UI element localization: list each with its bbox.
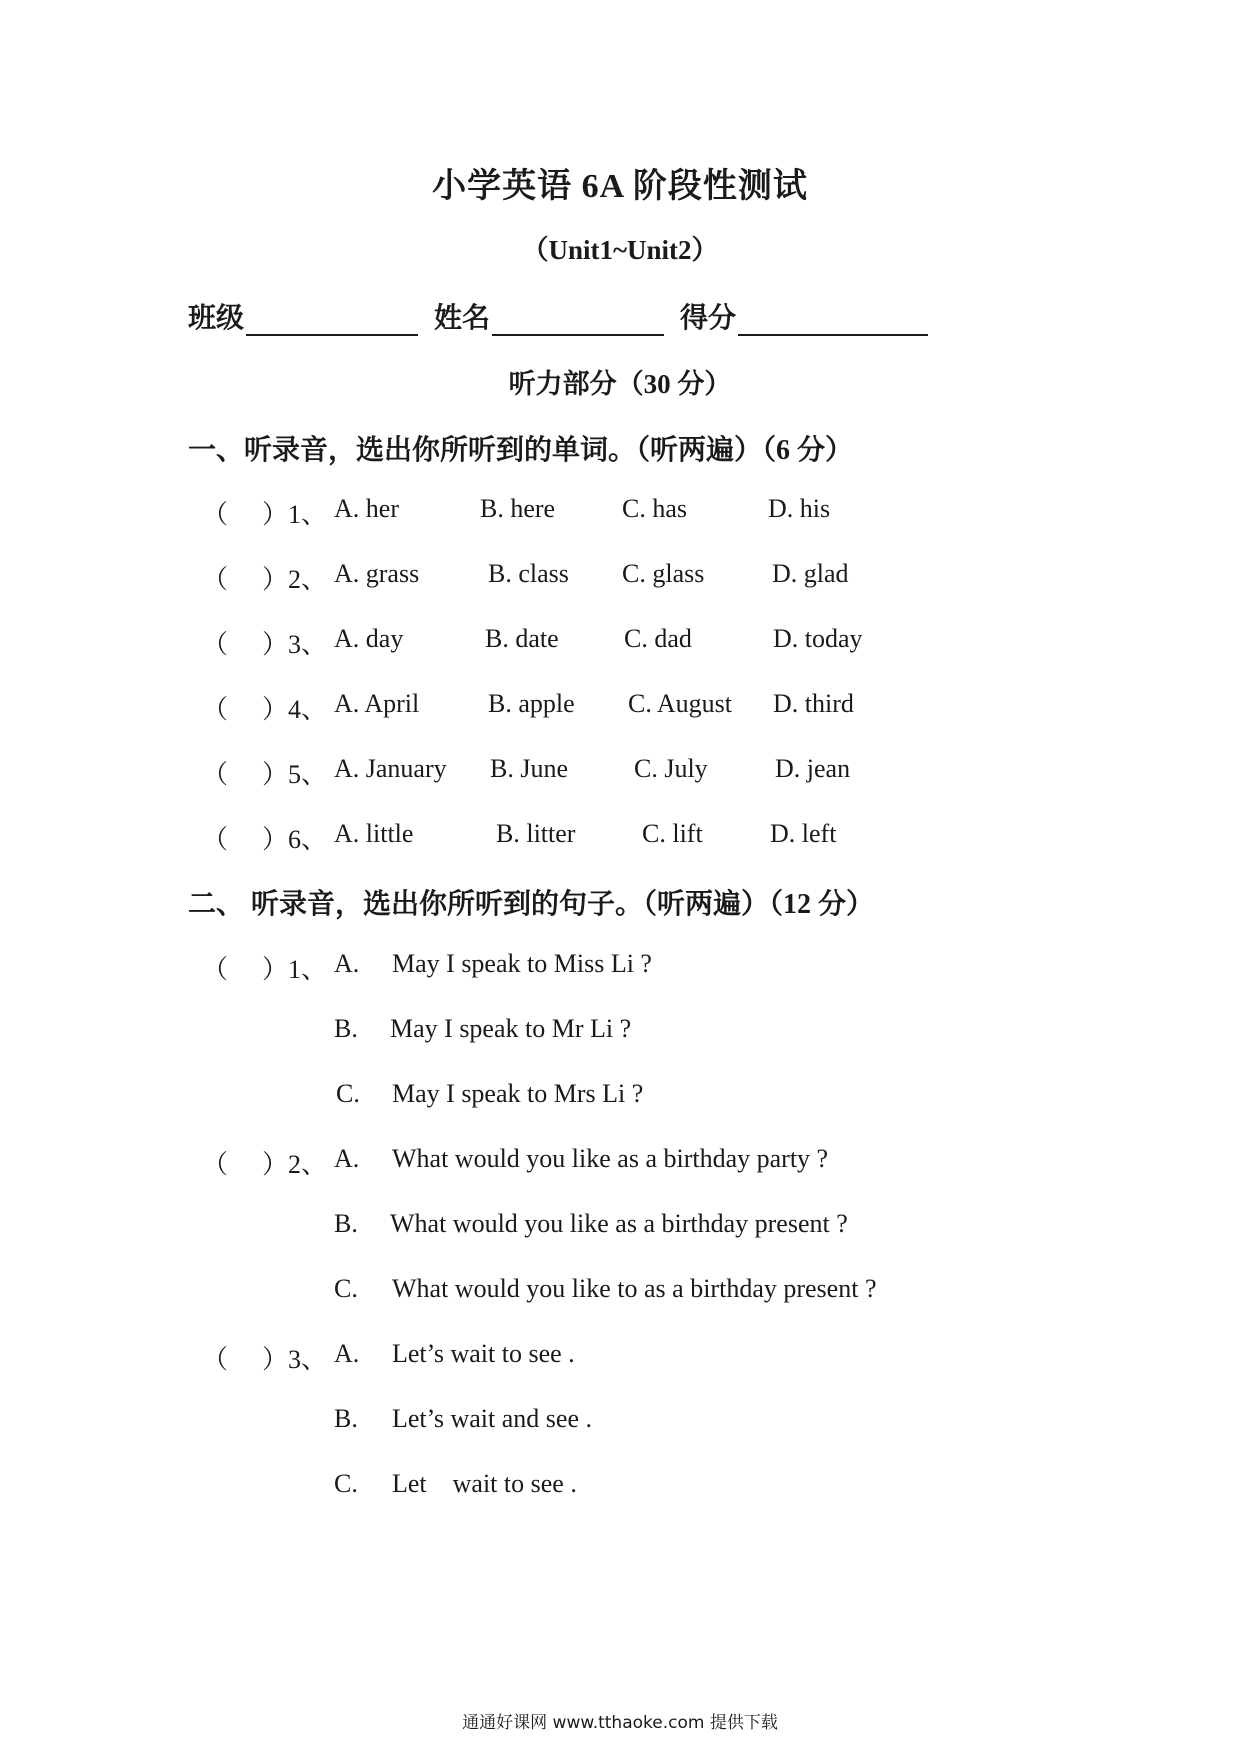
answer-paren-open: （ <box>202 1150 229 1179</box>
part1-title: 一、听录音，选出你所听到的单词。（听两遍）（6 分） <box>188 435 854 466</box>
answer-paren-open: （ <box>202 630 229 659</box>
page-footer: 通通好课网 www.tthaoke.com 提供下载 <box>462 1713 778 1733</box>
option-letter: C. <box>336 1079 360 1108</box>
option-letter: A. <box>334 949 360 978</box>
class-field[interactable] <box>246 306 418 336</box>
option-d: D. glad <box>772 559 849 588</box>
option-d: D. his <box>768 494 831 523</box>
question-number: 4、 <box>288 695 328 724</box>
option-text: What would you like as a birthday present ? <box>390 1209 848 1238</box>
option-a: A. little <box>334 819 414 848</box>
option-b: B. class <box>488 559 569 588</box>
question-number: 2、 <box>288 1150 328 1179</box>
part1-question <box>0 754 1240 789</box>
part2-question <box>0 1144 1240 1179</box>
question-number: 2、 <box>288 565 328 594</box>
answer-paren-close: ） <box>262 1345 289 1374</box>
answer-paren-close: ） <box>262 630 289 659</box>
student-info-row <box>188 296 944 336</box>
part1-question <box>0 624 1240 659</box>
page-subtitle: （Unit1~Unit2） <box>521 235 719 265</box>
option-a: A. grass <box>334 559 420 588</box>
option-b: B. litter <box>496 819 576 848</box>
option-b: B. date <box>485 624 559 653</box>
option-a: A. day <box>334 624 404 653</box>
option-c: C. August <box>628 689 733 718</box>
option-a: A. April <box>334 689 420 718</box>
page-title: 小学英语 6A 阶段性测试 <box>432 168 808 205</box>
option-text: Let wait to see . <box>392 1469 577 1498</box>
option-letter: B. <box>334 1014 358 1043</box>
answer-paren-close: ） <box>262 760 289 789</box>
part2-option-row <box>0 1209 1240 1241</box>
listening-section-title: 听力部分（30 分） <box>508 369 732 399</box>
answer-paren-close: ） <box>262 695 289 724</box>
part2-option-row <box>0 1274 1240 1306</box>
answer-paren-open: （ <box>202 955 229 984</box>
option-text: Let’s wait to see . <box>392 1339 575 1368</box>
answer-paren-close: ） <box>262 565 289 594</box>
option-c: C. dad <box>624 624 692 653</box>
answer-paren-open: （ <box>202 695 229 724</box>
option-d: D. today <box>773 624 863 653</box>
part2-question <box>0 949 1240 984</box>
option-text: What would you like as a birthday party ? <box>392 1144 829 1173</box>
option-text: May I speak to Miss Li ? <box>392 949 652 978</box>
score-field[interactable] <box>738 306 928 336</box>
question-number: 3、 <box>288 630 328 659</box>
option-d: D. jean <box>775 754 851 783</box>
question-number: 1、 <box>288 500 328 529</box>
part2-question <box>0 1339 1240 1374</box>
part2-option-row <box>0 1469 1240 1501</box>
part1-question <box>0 689 1240 724</box>
question-number: 1、 <box>288 955 328 984</box>
option-letter: A. <box>334 1339 360 1368</box>
answer-paren-open: （ <box>202 1345 229 1374</box>
answer-paren-close: ） <box>262 1150 289 1179</box>
part1-question <box>0 494 1240 529</box>
answer-paren-open: （ <box>202 500 229 529</box>
option-letter: A. <box>334 1144 360 1173</box>
option-c: C. lift <box>642 819 703 848</box>
answer-paren-open: （ <box>202 825 229 854</box>
part1-question <box>0 559 1240 594</box>
option-text: Let’s wait and see . <box>392 1404 592 1433</box>
question-number: 5、 <box>288 760 328 789</box>
answer-paren-close: ） <box>262 955 289 984</box>
question-number: 6、 <box>288 825 328 854</box>
option-c: C. has <box>622 494 687 523</box>
option-d: D. left <box>770 819 837 848</box>
option-letter: C. <box>334 1274 358 1303</box>
score-label: 得分 <box>680 303 737 334</box>
option-text: May I speak to Mr Li ? <box>390 1014 632 1043</box>
class-label: 班级 <box>188 303 245 334</box>
question-number: 3、 <box>288 1345 328 1374</box>
part2-title: 二、 听录音，选出你所听到的句子。（听两遍）（12 分） <box>188 889 875 920</box>
option-letter: B. <box>334 1404 358 1433</box>
option-c: C. glass <box>622 559 705 588</box>
option-a: A. her <box>334 494 399 523</box>
option-a: A. January <box>334 754 447 783</box>
part2-option-row <box>0 1404 1240 1436</box>
option-letter: C. <box>334 1469 358 1498</box>
answer-paren-open: （ <box>202 565 229 594</box>
answer-paren-close: ） <box>262 500 289 529</box>
part2-option-row <box>0 1014 1240 1046</box>
option-d: D. third <box>773 689 854 718</box>
name-field[interactable] <box>492 306 664 336</box>
option-b: B. June <box>490 754 568 783</box>
answer-paren-open: （ <box>202 760 229 789</box>
part1-question <box>0 819 1240 854</box>
name-label: 姓名 <box>434 303 491 334</box>
part2-option-row <box>0 1079 1240 1111</box>
option-c: C. July <box>634 754 708 783</box>
option-b: B. apple <box>488 689 575 718</box>
option-b: B. here <box>480 494 556 523</box>
option-text: What would you like to as a birthday present ? <box>392 1274 877 1303</box>
option-text: May I speak to Mrs Li ? <box>392 1079 644 1108</box>
answer-paren-close: ） <box>262 825 289 854</box>
option-letter: B. <box>334 1209 358 1238</box>
